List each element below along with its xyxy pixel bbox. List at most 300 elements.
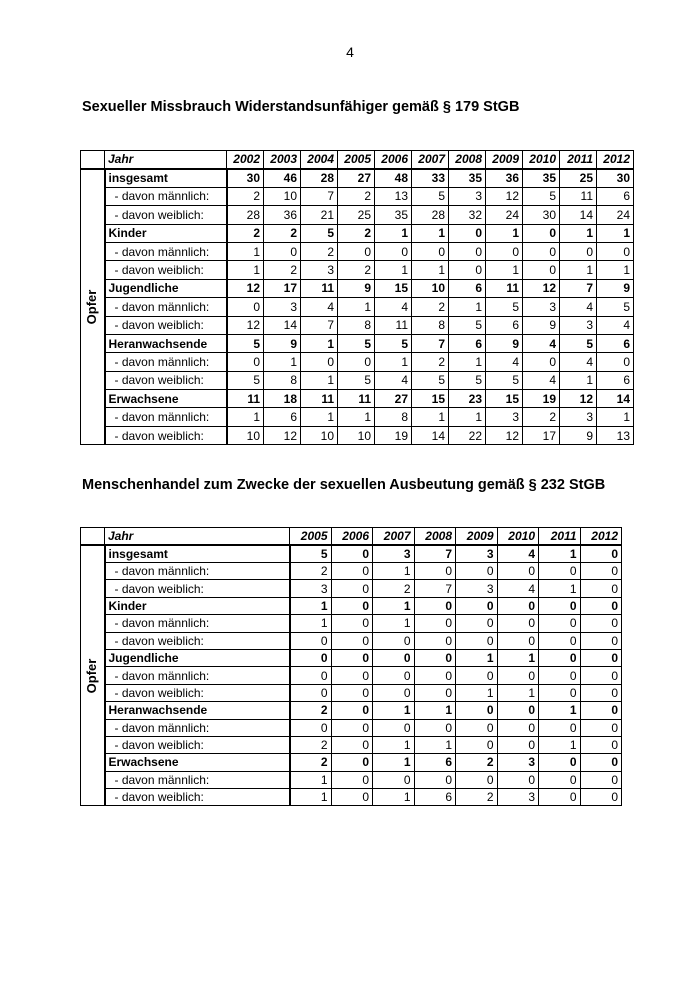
value-cell: 1 [290,789,332,806]
value-cell: 2 [412,298,449,316]
value-cell: 24 [486,206,523,224]
value-cell: 2 [338,187,375,205]
value-cell: 0 [580,563,622,580]
row-label: - davon männlich: [105,615,290,632]
row-label: - davon männlich: [105,187,227,205]
value-cell: 0 [497,597,539,614]
row-label: - davon weiblich: [105,684,290,701]
table2-title: Menschenhandel zum Zwecke der sexuellen Ausbeutung gemäß § 232 StGB [82,477,606,493]
value-cell: 3 [497,789,539,806]
value-cell: 1 [301,334,338,352]
value-cell: 1 [597,408,634,426]
value-cell: 2 [412,353,449,371]
value-cell: 27 [338,169,375,187]
year-header: 2010 [523,151,560,169]
header-row [81,151,634,169]
sub-row [81,316,634,334]
row-label: Heranwachsende [105,334,227,352]
value-cell: 48 [375,169,412,187]
value-cell: 0 [497,632,539,649]
year-header: 2004 [301,151,338,169]
value-cell: 12 [227,316,264,334]
value-cell: 0 [301,353,338,371]
row-label: - davon weiblich: [105,426,227,444]
value-cell: 3 [456,545,498,563]
sub-row [81,426,634,444]
value-cell: 0 [539,597,581,614]
value-cell: 8 [375,408,412,426]
sub-row [81,563,622,580]
value-cell: 2 [523,408,560,426]
value-cell: 0 [597,242,634,260]
value-cell: 28 [227,206,264,224]
row-label: Jugendliche [105,279,227,297]
value-cell: 0 [523,242,560,260]
value-cell: 8 [412,316,449,334]
value-cell: 10 [227,426,264,444]
row-label: Kinder [105,597,290,614]
header-label: Jahr [105,151,227,169]
value-cell: 4 [523,334,560,352]
value-cell: 2 [264,224,301,242]
value-cell: 14 [264,316,301,334]
year-header: 2005 [290,528,332,546]
value-cell: 0 [456,771,498,788]
sub-row [81,187,634,205]
value-cell: 0 [290,719,332,736]
row-label: - davon männlich: [105,242,227,260]
value-cell: 1 [290,615,332,632]
table2-victims-232 [80,527,622,806]
value-cell: 12 [560,390,597,408]
value-cell: 10 [264,187,301,205]
year-header: 2010 [497,528,539,546]
value-cell: 0 [414,684,456,701]
value-cell: 0 [331,736,373,753]
value-cell: 28 [301,169,338,187]
value-cell: 0 [580,719,622,736]
value-cell: 5 [227,334,264,352]
value-cell: 7 [412,334,449,352]
value-cell: 3 [264,298,301,316]
value-cell: 0 [338,353,375,371]
value-cell: 0 [539,649,581,666]
value-cell: 0 [414,667,456,684]
value-cell: 0 [331,545,373,563]
value-cell: 14 [597,390,634,408]
value-cell: 4 [301,298,338,316]
value-cell: 30 [227,169,264,187]
value-cell: 6 [414,789,456,806]
value-cell: 3 [486,408,523,426]
value-cell: 0 [580,615,622,632]
value-cell: 0 [414,632,456,649]
value-cell: 5 [412,187,449,205]
value-cell: 2 [373,580,415,597]
year-header: 2012 [580,528,622,546]
value-cell: 9 [486,334,523,352]
value-cell: 0 [264,242,301,260]
value-cell: 0 [227,353,264,371]
value-cell: 1 [338,298,375,316]
row-label: - davon männlich: [105,563,290,580]
group-row [81,279,634,297]
row-label: Erwachsene [105,390,227,408]
value-cell: 1 [373,754,415,771]
sub-row [81,771,622,788]
group-row [81,224,634,242]
value-cell: 1 [264,353,301,371]
value-cell: 0 [456,615,498,632]
value-cell: 9 [523,316,560,334]
value-cell: 12 [486,187,523,205]
sub-row [81,789,622,806]
value-cell: 0 [497,563,539,580]
value-cell: 1 [449,298,486,316]
table1-victims-179 [80,150,634,445]
value-cell: 30 [597,169,634,187]
value-cell: 0 [331,754,373,771]
value-cell: 15 [486,390,523,408]
value-cell: 0 [539,719,581,736]
value-cell: 1 [373,563,415,580]
value-cell: 12 [227,279,264,297]
value-cell: 1 [560,371,597,389]
value-cell: 4 [597,316,634,334]
value-cell: 1 [301,371,338,389]
value-cell: 3 [560,408,597,426]
value-cell: 6 [597,371,634,389]
value-cell: 1 [373,615,415,632]
value-cell: 6 [486,316,523,334]
value-cell: 46 [264,169,301,187]
value-cell: 1 [227,261,264,279]
value-cell: 0 [580,580,622,597]
year-header: 2005 [338,151,375,169]
value-cell: 1 [497,684,539,701]
sub-row [81,615,622,632]
value-cell: 4 [523,371,560,389]
value-cell: 11 [338,390,375,408]
value-cell: 1 [456,649,498,666]
value-cell: 5 [338,334,375,352]
value-cell: 1 [456,684,498,701]
value-cell: 0 [414,563,456,580]
value-cell: 0 [338,242,375,260]
value-cell: 1 [560,224,597,242]
value-cell: 0 [449,261,486,279]
value-cell: 0 [580,771,622,788]
value-cell: 0 [331,597,373,614]
value-cell: 9 [560,426,597,444]
value-cell: 6 [597,187,634,205]
value-cell: 2 [264,261,301,279]
sub-row [81,632,622,649]
value-cell: 1 [227,408,264,426]
row-label: - davon weiblich: [105,316,227,334]
value-cell: 11 [301,279,338,297]
value-cell: 0 [414,719,456,736]
value-cell: 0 [539,771,581,788]
value-cell: 0 [456,632,498,649]
value-cell: 12 [523,279,560,297]
value-cell: 7 [301,316,338,334]
value-cell: 0 [414,615,456,632]
value-cell: 7 [301,187,338,205]
value-cell: 33 [412,169,449,187]
value-cell: 3 [497,754,539,771]
side-label-cell [81,545,105,806]
row-label: - davon weiblich: [105,632,290,649]
value-cell: 25 [560,169,597,187]
value-cell: 9 [264,334,301,352]
row-label: - davon weiblich: [105,736,290,753]
value-cell: 0 [373,649,415,666]
value-cell: 1 [375,261,412,279]
value-cell: 0 [580,789,622,806]
value-cell: 14 [560,206,597,224]
value-cell: 18 [264,390,301,408]
value-cell: 1 [486,261,523,279]
value-cell: 8 [264,371,301,389]
value-cell: 5 [597,298,634,316]
value-cell: 3 [301,261,338,279]
sub-row [81,736,622,753]
value-cell: 6 [597,334,634,352]
row-label: - davon weiblich: [105,206,227,224]
value-cell: 1 [412,261,449,279]
value-cell: 0 [414,597,456,614]
header-row [81,528,622,546]
value-cell: 0 [456,563,498,580]
value-cell: 2 [290,563,332,580]
side-label-cell [81,169,105,445]
value-cell: 0 [373,684,415,701]
value-cell: 9 [338,279,375,297]
value-cell: 4 [375,298,412,316]
row-label: insgesamt [105,169,227,187]
value-cell: 35 [449,169,486,187]
value-cell: 0 [539,615,581,632]
value-cell: 0 [331,615,373,632]
value-cell: 0 [580,632,622,649]
value-cell: 0 [456,702,498,719]
row-label: - davon weiblich: [105,371,227,389]
value-cell: 0 [331,667,373,684]
value-cell: 12 [264,426,301,444]
value-cell: 1 [412,408,449,426]
value-cell: 1 [290,771,332,788]
year-header: 2011 [539,528,581,546]
group-row [81,754,622,771]
value-cell: 3 [373,545,415,563]
value-cell: 0 [497,667,539,684]
row-label: - davon weiblich: [105,261,227,279]
value-cell: 0 [523,353,560,371]
group-row [81,545,622,563]
value-cell: 1 [449,353,486,371]
header-corner [81,528,105,546]
value-cell: 10 [301,426,338,444]
value-cell: 0 [375,242,412,260]
value-cell: 1 [486,224,523,242]
value-cell: 5 [227,371,264,389]
value-cell: 0 [290,632,332,649]
row-label: insgesamt [105,545,290,563]
value-cell: 22 [449,426,486,444]
value-cell: 0 [331,771,373,788]
value-cell: 2 [227,187,264,205]
value-cell: 6 [414,754,456,771]
value-cell: 0 [331,719,373,736]
sub-row [81,298,634,316]
value-cell: 7 [414,545,456,563]
value-cell: 2 [338,261,375,279]
row-label: - davon männlich: [105,353,227,371]
value-cell: 0 [373,719,415,736]
value-cell: 5 [375,334,412,352]
value-cell: 0 [580,736,622,753]
value-cell: 4 [497,545,539,563]
year-header: 2008 [414,528,456,546]
value-cell: 0 [580,649,622,666]
value-cell: 0 [227,298,264,316]
value-cell: 3 [560,316,597,334]
value-cell: 11 [560,187,597,205]
value-cell: 21 [301,206,338,224]
sub-row [81,719,622,736]
value-cell: 0 [331,789,373,806]
value-cell: 0 [449,224,486,242]
value-cell: 27 [375,390,412,408]
value-cell: 0 [414,649,456,666]
value-cell: 6 [264,408,301,426]
value-cell: 1 [414,736,456,753]
value-cell: 25 [338,206,375,224]
value-cell: 30 [523,206,560,224]
value-cell: 6 [449,334,486,352]
sub-row [81,371,634,389]
value-cell: 0 [580,684,622,701]
row-label: Heranwachsende [105,702,290,719]
value-cell: 2 [456,789,498,806]
value-cell: 4 [375,371,412,389]
side-label: Opfer [84,289,100,325]
value-cell: 1 [539,702,581,719]
page-number: 4 [346,44,354,60]
value-cell: 0 [331,702,373,719]
sub-row [81,261,634,279]
group-row [81,169,634,187]
value-cell: 0 [456,719,498,736]
value-cell: 0 [486,242,523,260]
row-label: - davon männlich: [105,298,227,316]
value-cell: 0 [539,563,581,580]
group-row [81,334,634,352]
value-cell: 1 [560,261,597,279]
header-corner [81,151,105,169]
value-cell: 5 [301,224,338,242]
value-cell: 28 [412,206,449,224]
value-cell: 0 [580,667,622,684]
value-cell: 0 [539,789,581,806]
value-cell: 1 [373,789,415,806]
value-cell: 23 [449,390,486,408]
value-cell: 15 [412,390,449,408]
value-cell: 17 [264,279,301,297]
value-cell: 1 [539,545,581,563]
value-cell: 0 [523,261,560,279]
value-cell: 0 [373,771,415,788]
sub-row [81,667,622,684]
sub-row [81,684,622,701]
value-cell: 1 [414,702,456,719]
value-cell: 5 [412,371,449,389]
value-cell: 12 [486,426,523,444]
row-label: Erwachsene [105,754,290,771]
value-cell: 0 [414,771,456,788]
value-cell: 36 [264,206,301,224]
value-cell: 0 [449,242,486,260]
value-cell: 2 [290,754,332,771]
year-header: 2003 [264,151,301,169]
row-label: - davon weiblich: [105,789,290,806]
value-cell: 0 [412,242,449,260]
year-header: 2011 [560,151,597,169]
value-cell: 3 [290,580,332,597]
value-cell: 2 [456,754,498,771]
year-header: 2007 [373,528,415,546]
value-cell: 1 [227,242,264,260]
value-cell: 0 [456,667,498,684]
value-cell: 8 [338,316,375,334]
value-cell: 0 [580,754,622,771]
group-row [81,597,622,614]
value-cell: 0 [580,597,622,614]
value-cell: 0 [580,545,622,563]
value-cell: 11 [375,316,412,334]
value-cell: 10 [412,279,449,297]
value-cell: 1 [497,649,539,666]
row-label: - davon männlich: [105,771,290,788]
value-cell: 1 [597,261,634,279]
value-cell: 4 [497,580,539,597]
value-cell: 35 [523,169,560,187]
value-cell: 9 [597,279,634,297]
value-cell: 3 [456,580,498,597]
value-cell: 17 [523,426,560,444]
value-cell: 2 [290,736,332,753]
value-cell: 1 [375,353,412,371]
value-cell: 1 [373,597,415,614]
value-cell: 15 [375,279,412,297]
value-cell: 10 [338,426,375,444]
value-cell: 1 [597,224,634,242]
side-label: Opfer [84,658,100,694]
row-label: Jugendliche [105,649,290,666]
value-cell: 0 [497,771,539,788]
value-cell: 36 [486,169,523,187]
row-label: Kinder [105,224,227,242]
row-label: - davon männlich: [105,667,290,684]
value-cell: 1 [539,736,581,753]
row-label: - davon männlich: [105,408,227,426]
year-header: 2007 [412,151,449,169]
value-cell: 0 [373,632,415,649]
value-cell: 19 [375,426,412,444]
value-cell: 1 [449,408,486,426]
value-cell: 2 [301,242,338,260]
